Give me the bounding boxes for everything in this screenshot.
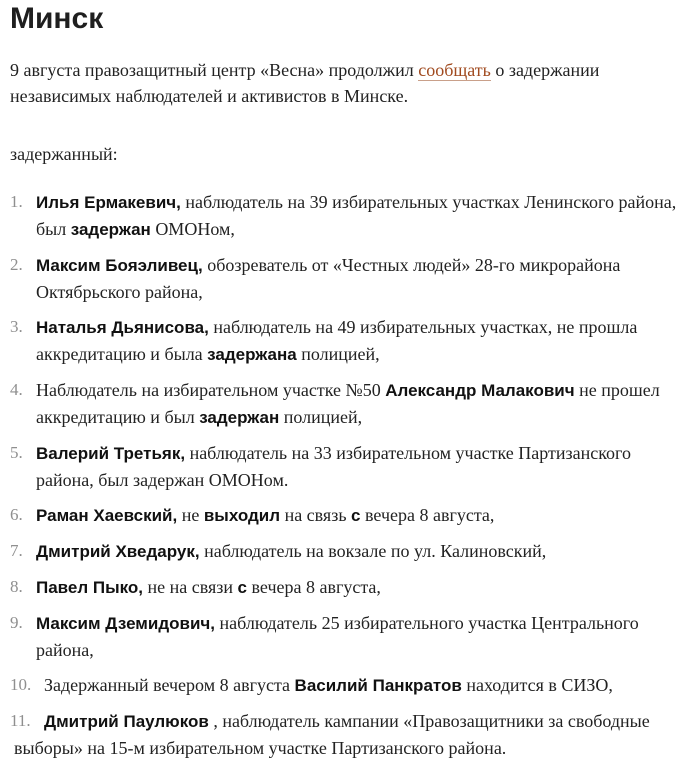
- person-name: Раман Хаевский,: [36, 506, 178, 525]
- person-name: Максим Дземидович,: [36, 614, 215, 633]
- item-text: находится в СИЗО,: [461, 675, 613, 695]
- item-number: 5.: [10, 443, 23, 462]
- detainees-list: [0, 189, 700, 770]
- intro-text-after: о задержании независимых наблюдателей и активистов в Минске.: [10, 60, 600, 106]
- item-text: наблюдатель на 39 избирательных участках Ленинского района, был: [36, 192, 677, 239]
- item-number: 4.: [10, 380, 23, 399]
- item-emphasis: с: [351, 506, 361, 525]
- list-item: [0, 377, 700, 431]
- person-name: Александр Малакович: [385, 381, 575, 400]
- item-text: наблюдатель на 33 избирательном участке Партизанского района, был задержан ОМОНом.: [36, 443, 631, 490]
- item-emphasis: задержан: [70, 220, 151, 239]
- item-number: 2.: [10, 255, 23, 274]
- item-text: не на связи: [143, 577, 238, 597]
- item-text: вечера 8 августа,: [247, 577, 381, 597]
- person-name: Илья Ермакевич,: [36, 193, 181, 212]
- person-name: Максим Бояэливец,: [36, 256, 203, 275]
- item-emphasis: задержан: [199, 408, 280, 427]
- item-emphasis: с: [237, 578, 248, 597]
- person-name: Василий Панкратов: [294, 676, 462, 695]
- intro-text-before: 9 августа правозащитный центр «Весна» продолжил: [10, 60, 419, 80]
- item-emphasis: выходил: [203, 506, 281, 525]
- item-text: ОМОНом,: [150, 219, 235, 239]
- list-item: [0, 574, 700, 601]
- item-number: 6.: [10, 505, 23, 524]
- list-item: [0, 502, 700, 529]
- item-text: Наблюдатель на избирательном участке №50: [36, 380, 386, 400]
- item-number: 11.: [10, 711, 31, 730]
- person-name: Павел Пыко,: [36, 578, 144, 597]
- person-name: Дмитрий Паулюков: [44, 712, 209, 731]
- page-title: Минск: [10, 2, 104, 35]
- list-item: [0, 440, 700, 493]
- intro-paragraph: [10, 57, 690, 109]
- item-number: 8.: [10, 577, 23, 596]
- item-text: наблюдатель на вокзале по ул. Калиновский,: [199, 541, 547, 561]
- item-number: 9.: [10, 613, 23, 632]
- person-name: Дмитрий Хведарук,: [36, 542, 200, 561]
- item-text: на связь: [280, 505, 352, 525]
- person-name: Валерий Третьяк,: [36, 444, 186, 463]
- report-link[interactable]: сообщать: [418, 60, 491, 80]
- list-item: [0, 538, 700, 565]
- item-number: 1.: [10, 192, 23, 211]
- item-number: 10.: [10, 675, 32, 694]
- list-item: [0, 314, 700, 368]
- person-name: Наталья Дьянисова,: [36, 318, 209, 337]
- list-item: [0, 252, 700, 305]
- item-text: не: [177, 505, 204, 525]
- item-text: полицией,: [279, 407, 363, 427]
- item-text: наблюдатель на 49 избирательных участках, не прошла аккредитацию и была: [36, 317, 638, 364]
- item-text: не прошел аккредитацию и был: [36, 380, 660, 427]
- list-item: [0, 189, 700, 243]
- item-emphasis: задержана: [207, 345, 297, 364]
- item-text: вечера 8 августа,: [360, 505, 495, 525]
- item-text: наблюдатель 25 избирательного участка Центрального района,: [36, 613, 639, 660]
- list-item: [0, 610, 700, 663]
- item-number: 3.: [10, 317, 23, 336]
- item-text: Задержанный вечером 8 августа: [44, 675, 295, 695]
- detained-label: задержанный:: [10, 144, 118, 164]
- item-text: полицией,: [296, 344, 380, 364]
- item-text: обозреватель от «Честных людей» 28-го микрорайона Октябрьского района,: [36, 255, 621, 302]
- item-text: , наблюдатель кампании «Правозащитники за свободные выборы» на 15-м избирательном участке Партизанского района.: [14, 711, 650, 758]
- list-item: [0, 672, 700, 699]
- item-number: 7.: [10, 541, 23, 560]
- list-item: [0, 708, 700, 761]
